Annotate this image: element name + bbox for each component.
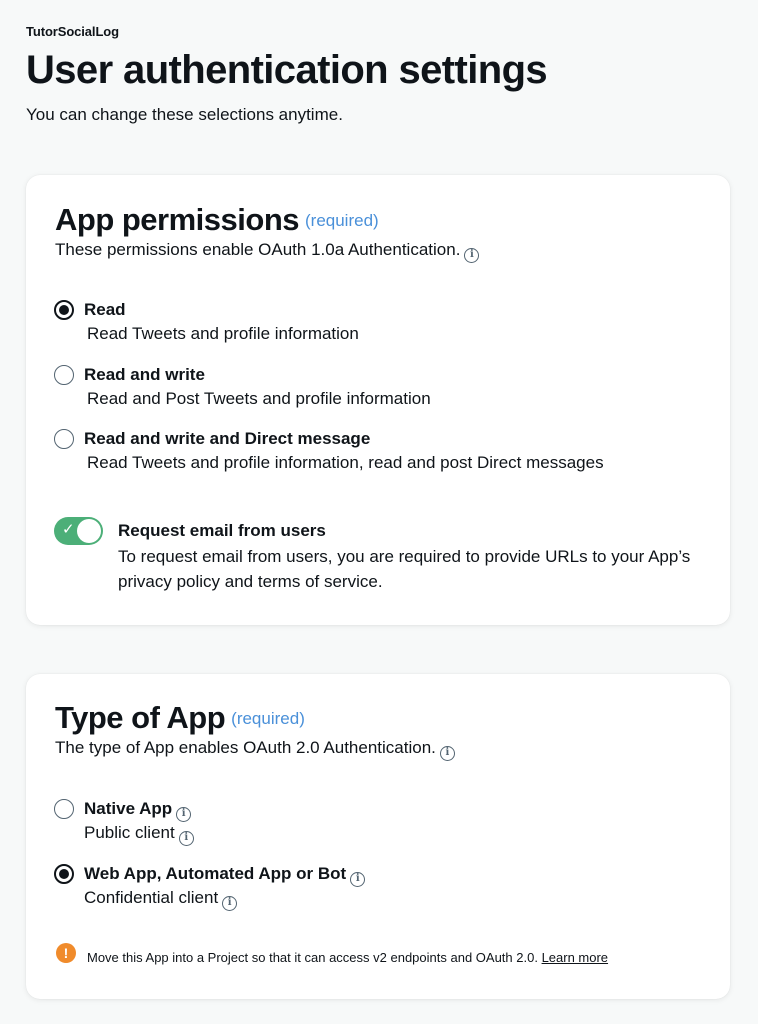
required-label: (required) xyxy=(231,709,305,728)
radio-read[interactable] xyxy=(54,300,74,320)
learn-more-link[interactable]: Learn more xyxy=(541,950,609,965)
info-icon[interactable]: i xyxy=(176,807,191,822)
page-subtitle: You can change these selections anytime. xyxy=(26,105,343,124)
app-type-option-label-text: Web App, Automated App or Bot xyxy=(84,864,347,883)
toggle-knob xyxy=(77,519,101,543)
type-of-app-card xyxy=(26,674,730,999)
exclamation-icon: ! xyxy=(56,943,76,963)
app-permissions-description xyxy=(55,239,479,263)
app-name: TutorSocialLog xyxy=(26,24,119,39)
info-icon[interactable]: i xyxy=(440,746,455,761)
type-of-app-description xyxy=(55,737,455,761)
request-email-toggle[interactable] xyxy=(54,517,103,545)
app-permissions-title-text: App permissions xyxy=(55,202,299,237)
radio-native-app[interactable] xyxy=(54,799,74,819)
app-type-option-sublabel xyxy=(84,822,194,846)
permission-option-label: Read and write and Direct message xyxy=(84,429,371,448)
app-permissions-card xyxy=(26,175,730,625)
permission-option-sublabel: Read Tweets and profile information, read and post Direct messages xyxy=(87,453,604,472)
app-permissions-title xyxy=(55,200,379,241)
permission-option-sublabel: Read Tweets and profile information xyxy=(87,324,359,343)
project-notice-text: Move this App into a Project so that it can access v2 endpoints and OAuth 2.0. xyxy=(87,950,538,965)
permission-option-label: Read and write xyxy=(84,365,205,384)
radio-read-write[interactable] xyxy=(54,365,74,385)
app-type-option-sublabel-text: Confidential client xyxy=(84,888,219,907)
type-of-app-title xyxy=(55,698,305,739)
check-icon: ✓ xyxy=(62,521,75,538)
page-title: User authentication settings xyxy=(26,48,548,92)
info-icon[interactable]: i xyxy=(464,248,479,263)
app-type-option-sublabel-text: Public client xyxy=(84,823,175,842)
info-icon[interactable]: i xyxy=(179,831,194,846)
permission-option-sublabel: Read and Post Tweets and profile information xyxy=(87,389,431,408)
app-type-option-label-text: Native App xyxy=(84,799,173,818)
info-icon[interactable]: i xyxy=(222,896,237,911)
radio-web-app[interactable] xyxy=(54,864,74,884)
app-type-option-label xyxy=(84,863,365,887)
radio-read-write-dm[interactable] xyxy=(54,429,74,449)
info-icon[interactable]: i xyxy=(350,872,365,887)
request-email-description: To request email from users, you are required to provide URLs to your App’s privacy policy and terms of service. xyxy=(118,547,691,591)
app-type-option-sublabel xyxy=(84,887,237,911)
app-permissions-description-text: These permissions enable OAuth 1.0a Authentication. xyxy=(55,240,461,259)
permission-option-label: Read xyxy=(84,300,126,319)
project-notice xyxy=(87,950,608,966)
type-of-app-description-text: The type of App enables OAuth 2.0 Authentication. xyxy=(55,738,436,757)
app-type-option-label xyxy=(84,798,191,822)
type-of-app-title-text: Type of App xyxy=(55,700,226,735)
required-label: (required) xyxy=(305,211,379,230)
request-email-label: Request email from users xyxy=(118,521,326,540)
